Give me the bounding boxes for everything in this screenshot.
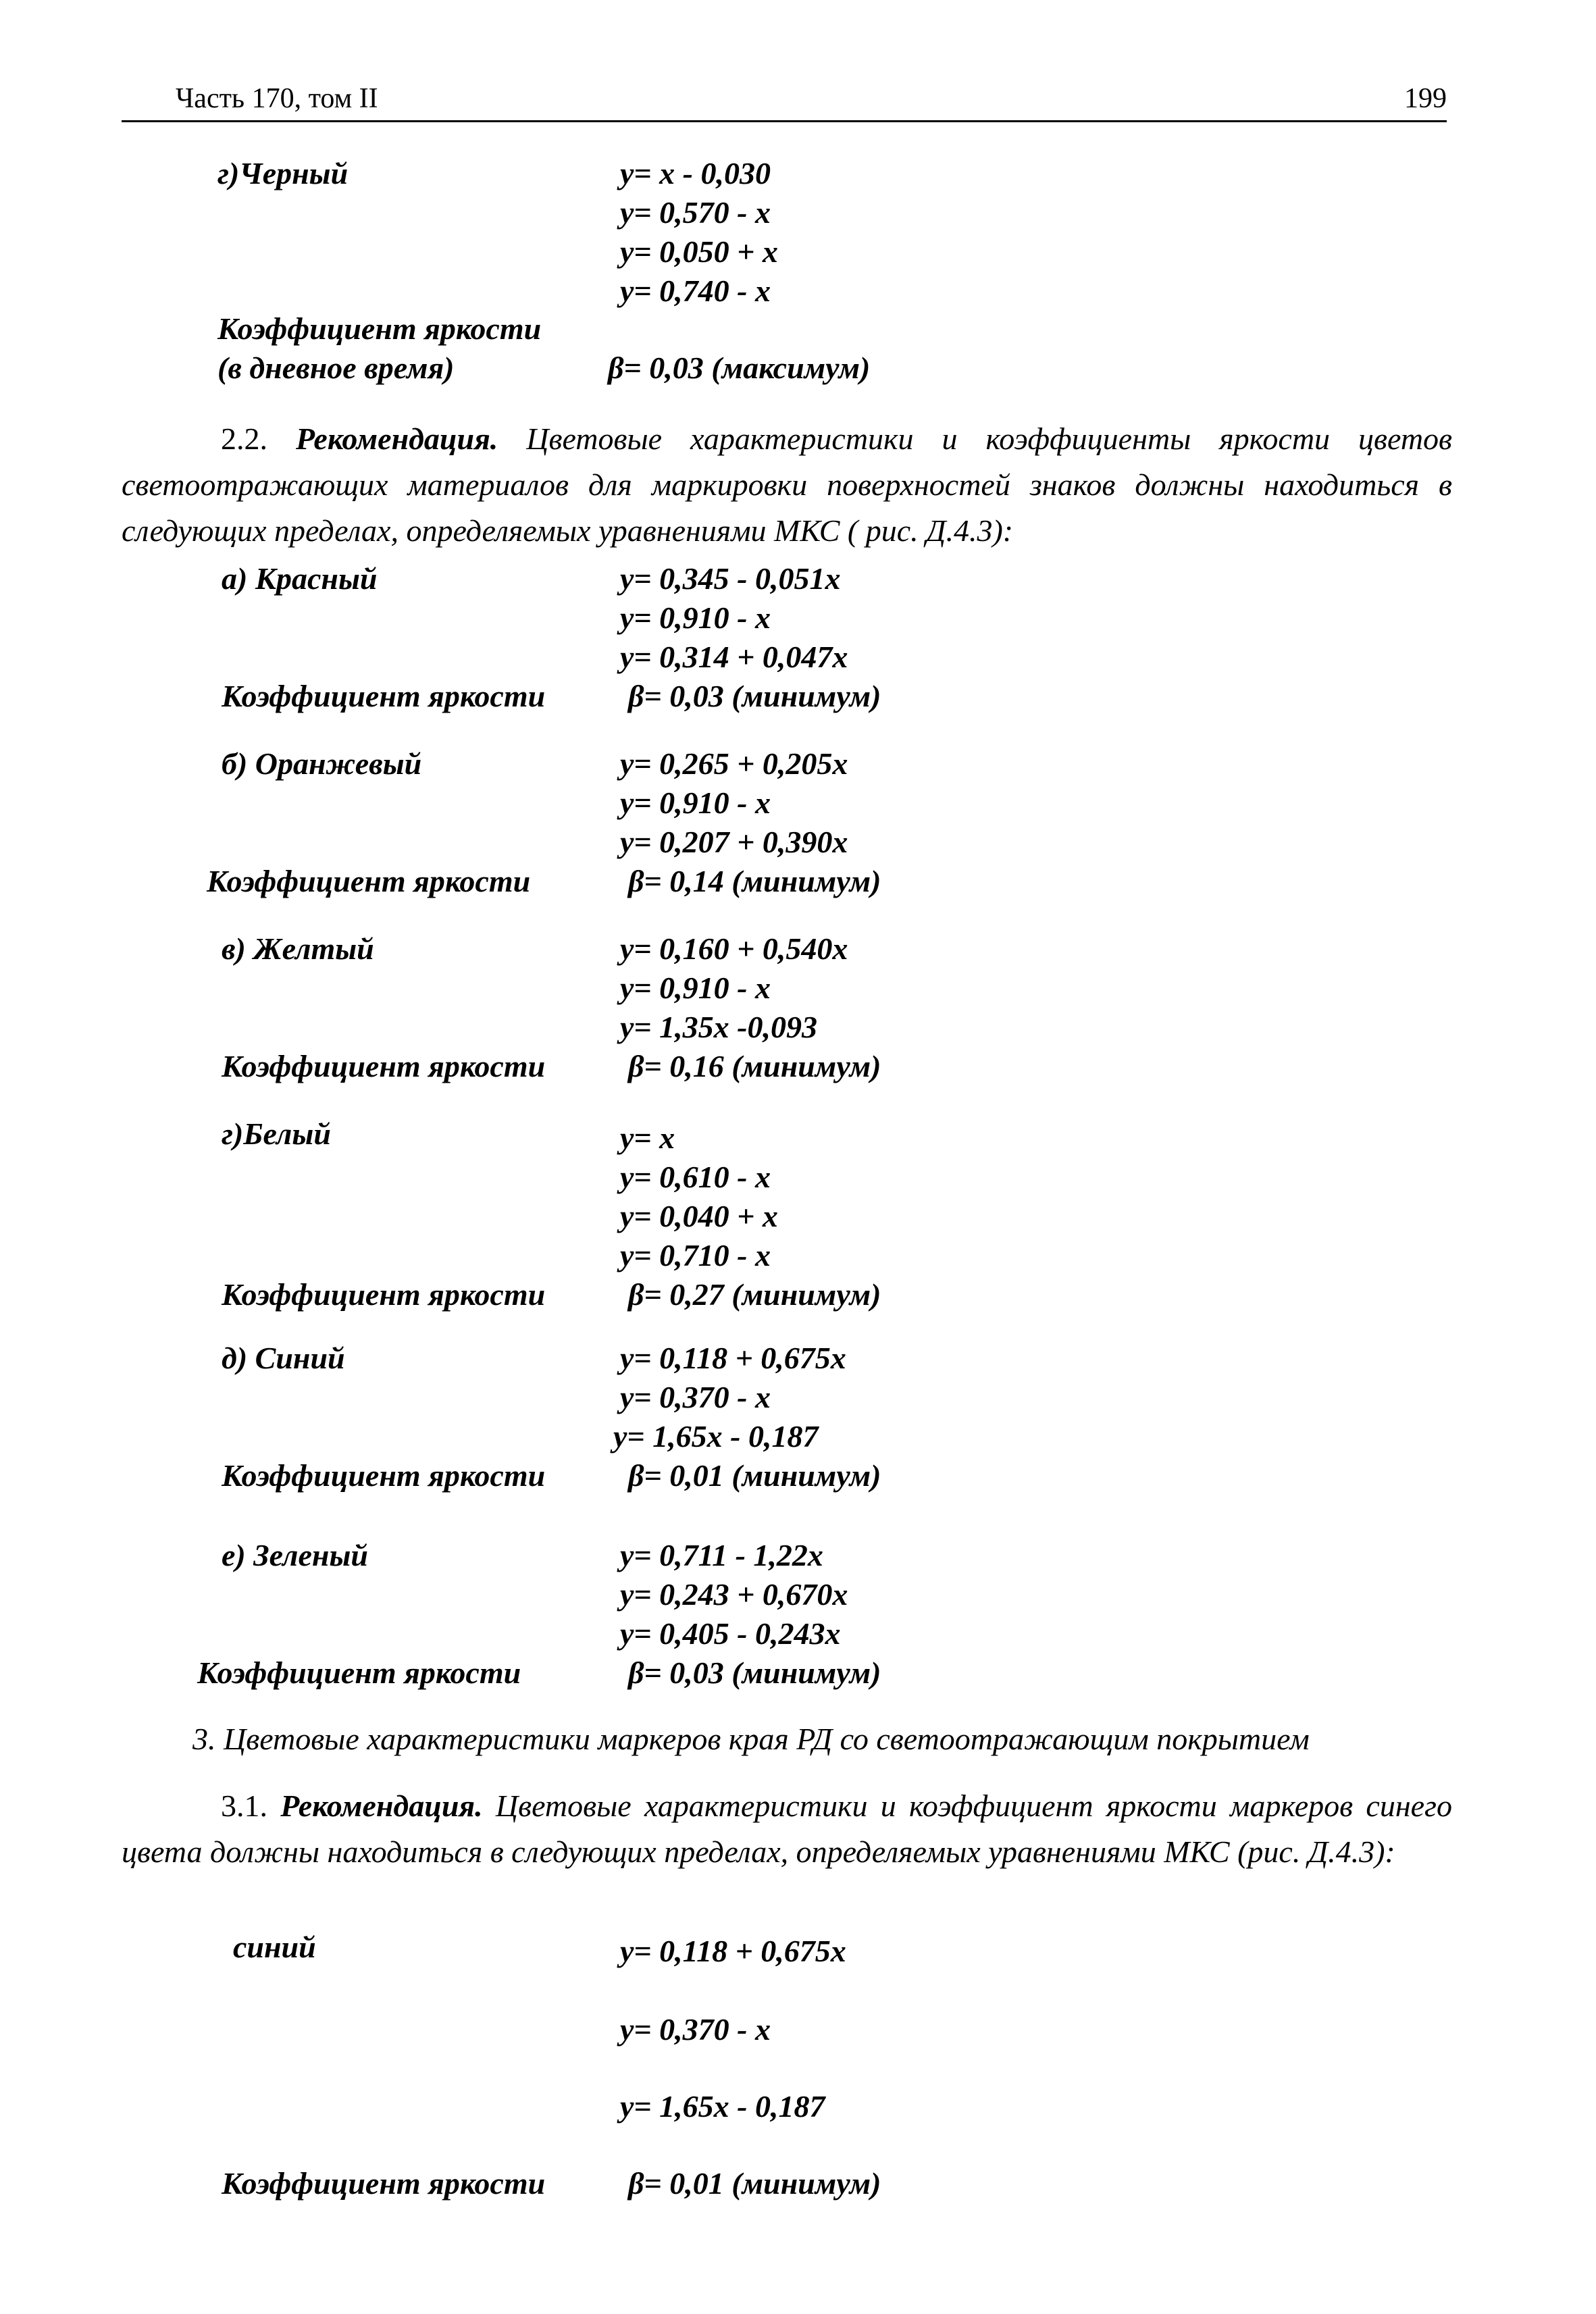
header-title: Часть 170, том II	[176, 83, 378, 114]
coef-value: β= 0,27 (минимум)	[628, 1277, 881, 1312]
equation: y= x	[620, 1121, 675, 1155]
paragraph-3-1	[122, 1783, 1452, 1875]
equation: y= 0,710 - x	[620, 1238, 771, 1272]
equation: y= 0,910 - x	[620, 971, 771, 1005]
equation: y= 0,370 - x	[620, 1380, 771, 1414]
equation: y= 0,370 - x	[620, 2012, 771, 2047]
coef-label: Коэффициент яркости	[222, 1458, 546, 1493]
equation: y= 0,265 + 0,205x	[620, 746, 848, 781]
equation: y= 0,405 - 0,243x	[620, 1616, 841, 1651]
coef-label: Коэффициент яркости	[207, 864, 531, 898]
page-header	[122, 80, 1447, 122]
color-label-blue: д) Синий	[222, 1341, 345, 1375]
equation: y= 1,65x - 0,187	[613, 1419, 819, 1454]
equation: y= 0,207 + 0,390x	[620, 825, 848, 859]
coef-label: Коэффициент яркости	[222, 1049, 546, 1083]
coef-value: β= 0,03 (минимум)	[628, 1655, 881, 1690]
color-label-green: е) Зеленый	[222, 1538, 368, 1572]
equation: y= 0,314 + 0,047x	[620, 640, 848, 674]
page-number: 199	[1404, 83, 1447, 114]
coef-label: Коэффициент яркости	[222, 2166, 546, 2201]
equation: y= 1,35x -0,093	[620, 1010, 817, 1044]
coef-label: Коэффициент яркости	[222, 1277, 546, 1312]
equation: y= 0,740 - x	[620, 274, 771, 308]
color-label-blue-markers: синий	[233, 1930, 316, 1964]
paragraph-2-2	[122, 416, 1452, 554]
equation: y= 0,118 + 0,675x	[620, 1341, 846, 1375]
color-label-white: г)Белый	[222, 1116, 331, 1151]
paragraph-number: 3.1.	[221, 1789, 267, 1823]
coef-value: β= 0,01 (минимум)	[628, 2166, 881, 2201]
equation: y= 0,050 + x	[620, 234, 778, 269]
equation: y= x - 0,030	[620, 156, 771, 190]
coef-label: Коэффициент яркости	[197, 1655, 521, 1690]
paragraph-text: Цветовые характеристики и коэффициент яркости маркеров синего цвета должны находиться в следующих пределах, определяемых уравнениями МКС (рис. Д.4.3):	[122, 1789, 1452, 1869]
color-label-red: а) Красный	[222, 561, 378, 596]
paragraph-number: 2.2.	[221, 421, 267, 456]
color-label-yellow: в) Желтый	[222, 931, 374, 966]
coef-value: β= 0,03 (минимум)	[628, 679, 881, 713]
paragraph-text: Цветовые характеристики и коэффициенты яркости цветов светоотражающих материалов для маркировки поверхностей знаков должны находиться в следующих пределах, определяемых уравнениями МКС ( рис. Д.4.3):	[122, 421, 1452, 548]
section-3-heading: 3. Цветовые характеристики маркеров края РД со светоотражающим покрытием	[192, 1722, 1310, 1756]
coef-value: β= 0,03 (максимум)	[608, 351, 871, 385]
equation: y= 0,711 - 1,22x	[620, 1538, 823, 1572]
coef-label: Коэффициент яркости	[222, 679, 546, 713]
equation: y= 0,610 - x	[620, 1160, 771, 1194]
coef-label-daytime: (в дневное время)	[217, 351, 455, 385]
equation: y= 0,118 + 0,675x	[620, 1934, 846, 1968]
equation: y= 0,345 - 0,051x	[620, 561, 841, 596]
coef-value: β= 0,01 (минимум)	[628, 1458, 881, 1493]
coef-value: β= 0,16 (минимум)	[628, 1049, 881, 1083]
equation: y= 0,160 + 0,540x	[620, 931, 848, 966]
coef-value: β= 0,14 (минимум)	[628, 864, 881, 898]
recommendation-label: Рекомендация.	[295, 421, 498, 456]
color-label-black: г)Черный	[217, 156, 349, 190]
equation: y= 0,243 + 0,670x	[620, 1577, 848, 1612]
equation: y= 0,040 + x	[620, 1199, 778, 1233]
equation: y= 0,910 - x	[620, 786, 771, 820]
recommendation-label: Рекомендация.	[280, 1789, 483, 1823]
coef-label: Коэффициент яркости	[217, 311, 542, 346]
equation: y= 0,910 - x	[620, 600, 771, 635]
equation: y= 0,570 - x	[620, 195, 771, 230]
color-label-orange: б) Оранжевый	[222, 746, 422, 781]
equation: y= 1,65x - 0,187	[620, 2089, 825, 2124]
